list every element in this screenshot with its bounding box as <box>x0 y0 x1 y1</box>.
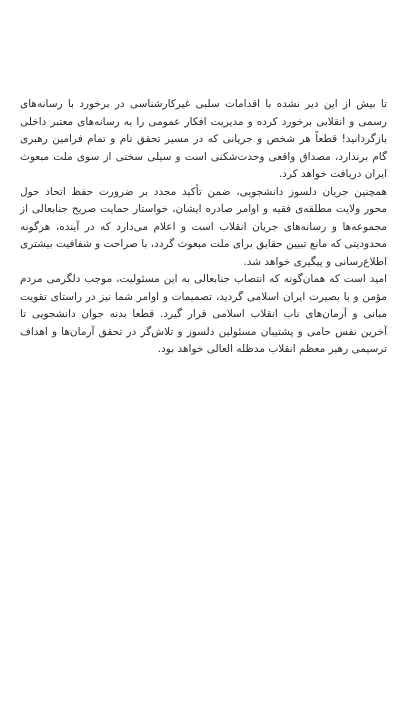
paragraph-3: امید است که همان‌گونه که انتصاب جنابعالی به این مسئولیت، موجب دلگرمی مردم مؤمن و با بصیرت ایران اسلامی گردید، تصمیمات و اوامر شما نیز در راستای تقویت مبانی و آرمان‌های ناب انقلاب اسلامی قرار گیرد. قطعا بدنه جوان دانشجویی تا آخرین نفس حامی و پشتیبان مسئولین دلسوز و تلاش‌گر در تحقق آرمان‌ها و اهداف ترسیمی رهبر معظم انقلاب مدظله العالی خواهد بود. <box>20 273 387 355</box>
paragraph-1: تا بیش از این دیر نشده با اقدامات سلبی غیرکارشناسی در برخورد با رسانه‌های رسمی و انقلابی برخورد کرده و مدیریت افکار عمومی را به رسانه‌های معتبر داخلی بازگردانید! قطعاً هر شخص و جریانی که در مسیر تحقق تام و تمام فرامین رهبری گام برندارد، مصداق واقعی وحدت‌شکنی است و سیلی سختی از سوی ملت مبعوث ایران دریافت خواهد کرد. <box>20 98 387 180</box>
paragraph-2: همچنین جریان دلسوز دانشجویی، ضمن تأکید مجدد بر ضرورت حفظ اتحاد حول محور ولایت مطلقه‌ی فقیه و اوامر صادره ایشان، خواستار حمایت صریح جنابعالی از مجموعه‌ها و رسانه‌های جریان انقلاب است و اعلام می‌دارد که در آینده، هرگونه محدودیتی که مانع تبیین حقایق برای ملت مبعوث گردد، با صراحت و شفافیت بیشتری اطلاع‌رسانی و پیگیری خواهد شد. <box>20 185 387 268</box>
letter-body <box>20 96 387 359</box>
